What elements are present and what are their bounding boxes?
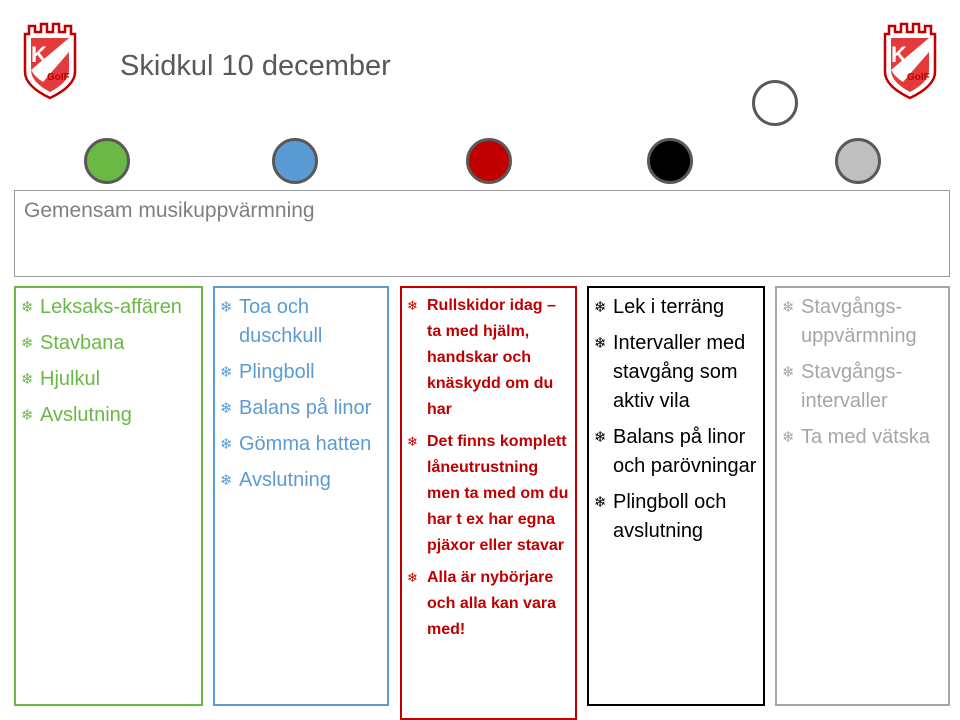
svg-text:K: K	[31, 42, 47, 67]
snowflake-icon: ❄	[782, 364, 795, 381]
warmup-banner	[14, 190, 950, 277]
white-circle	[752, 80, 798, 126]
list-item: ❄ Avslutning	[219, 466, 381, 495]
snowflake-icon: ❄	[220, 400, 233, 417]
red-circle	[466, 138, 512, 184]
list-item: ❄ Stavbana	[20, 329, 195, 358]
list-item: ❄ Rullskidor idag – ta med hjälm, handskar och knäskydd om du har	[406, 293, 569, 423]
snowflake-icon: ❄	[21, 371, 34, 388]
list-item: ❄ Intervaller med stavgång som aktiv vila	[593, 329, 757, 416]
warmup-banner-text: Gemensam musikuppvärmning	[24, 199, 315, 222]
list-item: ❄ Hjulkul	[20, 365, 195, 394]
blue-circle	[272, 138, 318, 184]
list-item: ❄ Plingboll	[219, 358, 381, 387]
list-item: ❄ Gömma hatten	[219, 430, 381, 459]
blue-group-box	[213, 286, 389, 706]
list-item: ❄ Alla är nybörjare och alla kan vara med!	[406, 565, 569, 643]
red-group-box	[400, 286, 577, 720]
list-item: ❄ Det finns komplett låneutrustning men ta med om du har t ex har egna pjäxor eller stavar	[406, 429, 569, 559]
snowflake-icon: ❄	[407, 434, 418, 449]
list-item: ❄ Stavgångs-uppvärmning	[781, 293, 942, 351]
gray-circle	[835, 138, 881, 184]
club-logo-left	[21, 20, 79, 100]
list-item: ❄ Balans på linor och parövningar	[593, 423, 757, 481]
list-item: ❄ Avslutning	[20, 401, 195, 430]
list-item: ❄ Toa och duschkull	[219, 293, 381, 351]
list-item: ❄ Leksaks-affären	[20, 293, 195, 322]
snowflake-icon: ❄	[782, 299, 795, 316]
snowflake-icon: ❄	[220, 364, 233, 381]
snowflake-icon: ❄	[21, 407, 34, 424]
svg-text:GoIF: GoIF	[907, 72, 930, 83]
snowflake-icon: ❄	[594, 335, 607, 352]
svg-text:K: K	[891, 42, 907, 67]
snowflake-icon: ❄	[782, 429, 795, 446]
snowflake-icon: ❄	[594, 299, 607, 316]
list-item: ❄ Balans på linor	[219, 394, 381, 423]
snowflake-icon: ❄	[220, 436, 233, 453]
snowflake-icon: ❄	[594, 494, 607, 511]
green-circle	[84, 138, 130, 184]
snowflake-icon: ❄	[594, 429, 607, 446]
club-logo-right	[881, 20, 939, 100]
snowflake-icon: ❄	[407, 570, 418, 585]
page-title: Skidkul 10 december	[120, 50, 391, 82]
green-group-box	[14, 286, 203, 706]
snowflake-icon: ❄	[21, 299, 34, 316]
snowflake-icon: ❄	[220, 472, 233, 489]
black-group-box	[587, 286, 765, 706]
list-item: ❄ Ta med vätska	[781, 423, 942, 452]
snowflake-icon: ❄	[220, 299, 233, 316]
svg-text:GoIF: GoIF	[47, 72, 70, 83]
list-item: ❄ Plingboll och avslutning	[593, 488, 757, 546]
gray-group-box	[775, 286, 950, 706]
snowflake-icon: ❄	[21, 335, 34, 352]
black-circle	[647, 138, 693, 184]
snowflake-icon: ❄	[407, 298, 418, 313]
list-item: ❄ Stavgångs-intervaller	[781, 358, 942, 416]
list-item: ❄ Lek i terräng	[593, 293, 757, 322]
